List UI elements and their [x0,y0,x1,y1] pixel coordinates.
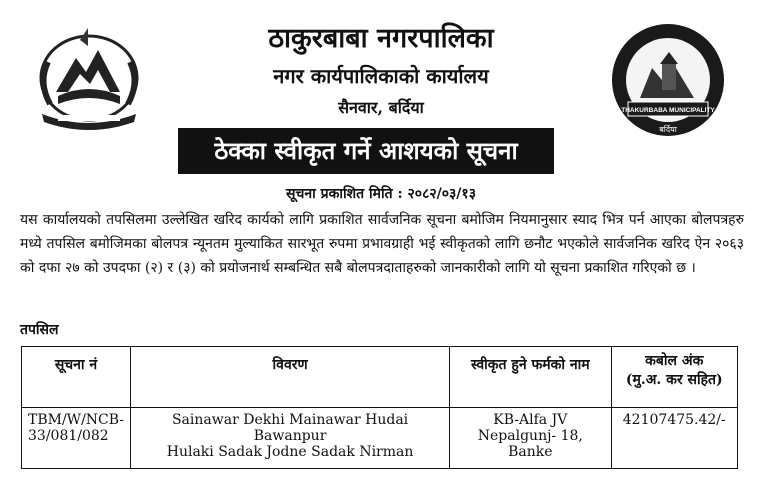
notice-no-line2: 33/081/082 [28,428,109,444]
notice-body: यस कार्यालयको तपसिलमा उल्लेखित खरिद कार्यको लागि प्रकाशित सार्वजनिक सूचना बमोजिम नियमानुसार स्याद भित्र पर्न आएका बोलपत्रहरु मध्ये तपसिल बमोजिमका बोलपत्र न्यूनतम मुल्याकित सारभूत रुपमा प्रभावग्राही भई स्वीकृतको लागि छनौट भएकोले सार्वजनिक खरिद ऐन २०६३ को दफा २७ को उपदफा (२) र (३) को प्रयोजनार्थ सम्बन्धित सबै बोलपत्रदाताहरुको जानकारीको लागि यो सूचना प्रकाशित गरिएको छ । [20,212,744,276]
location-title: सैनवार, बर्दिया [338,98,424,117]
description-line2: Hulaki Sadak Jodne Sadak Nirman [166,444,414,460]
header-firm-name: स्वीकृत हुने फर्मको नाम [450,347,611,408]
description-line1: Sainawar Dekhi Mainawar Hudai Bawanpur [171,412,409,444]
firm-line2: Nepalgunj- 18, Banke [477,428,583,460]
office-title: नगर कार्यपालिकाको कार्यालय [273,64,489,88]
municipality-title: ठाकुरबाबा नगरपालिका [268,23,494,54]
cell-firm-name [450,408,611,469]
award-table [21,346,738,469]
logo-district-text: बर्दिया [659,125,677,134]
notice-title-banner: ठेक्का स्वीकृत गर्ने आशयको सूचना [178,128,554,174]
table-row [22,408,738,469]
cell-notice-no [22,408,131,469]
published-date: सूचना प्रकाशित मिति : २०८२/०३/१३ [286,186,476,202]
cell-description [131,408,450,469]
table-header-row [22,347,738,408]
header-bid-amount-line2: (मु.अ. कर सहित) [625,372,723,388]
firm-line1: KB-Alfa JV [493,412,568,428]
notice-no-line1: TBM/W/NCB- [28,412,125,428]
header-bid-amount [611,347,737,408]
schedule-label: तपसिल [20,322,59,338]
cell-bid-amount: 42107475.42/- [611,408,737,469]
header-bid-amount-line1: कबोल अंक [645,353,704,369]
header-notice-no: सूचना नं [22,347,131,408]
header-description: विवरण [131,347,450,408]
logo-municipality-text: THAKURBABA MUNICIPALITY [621,107,715,114]
